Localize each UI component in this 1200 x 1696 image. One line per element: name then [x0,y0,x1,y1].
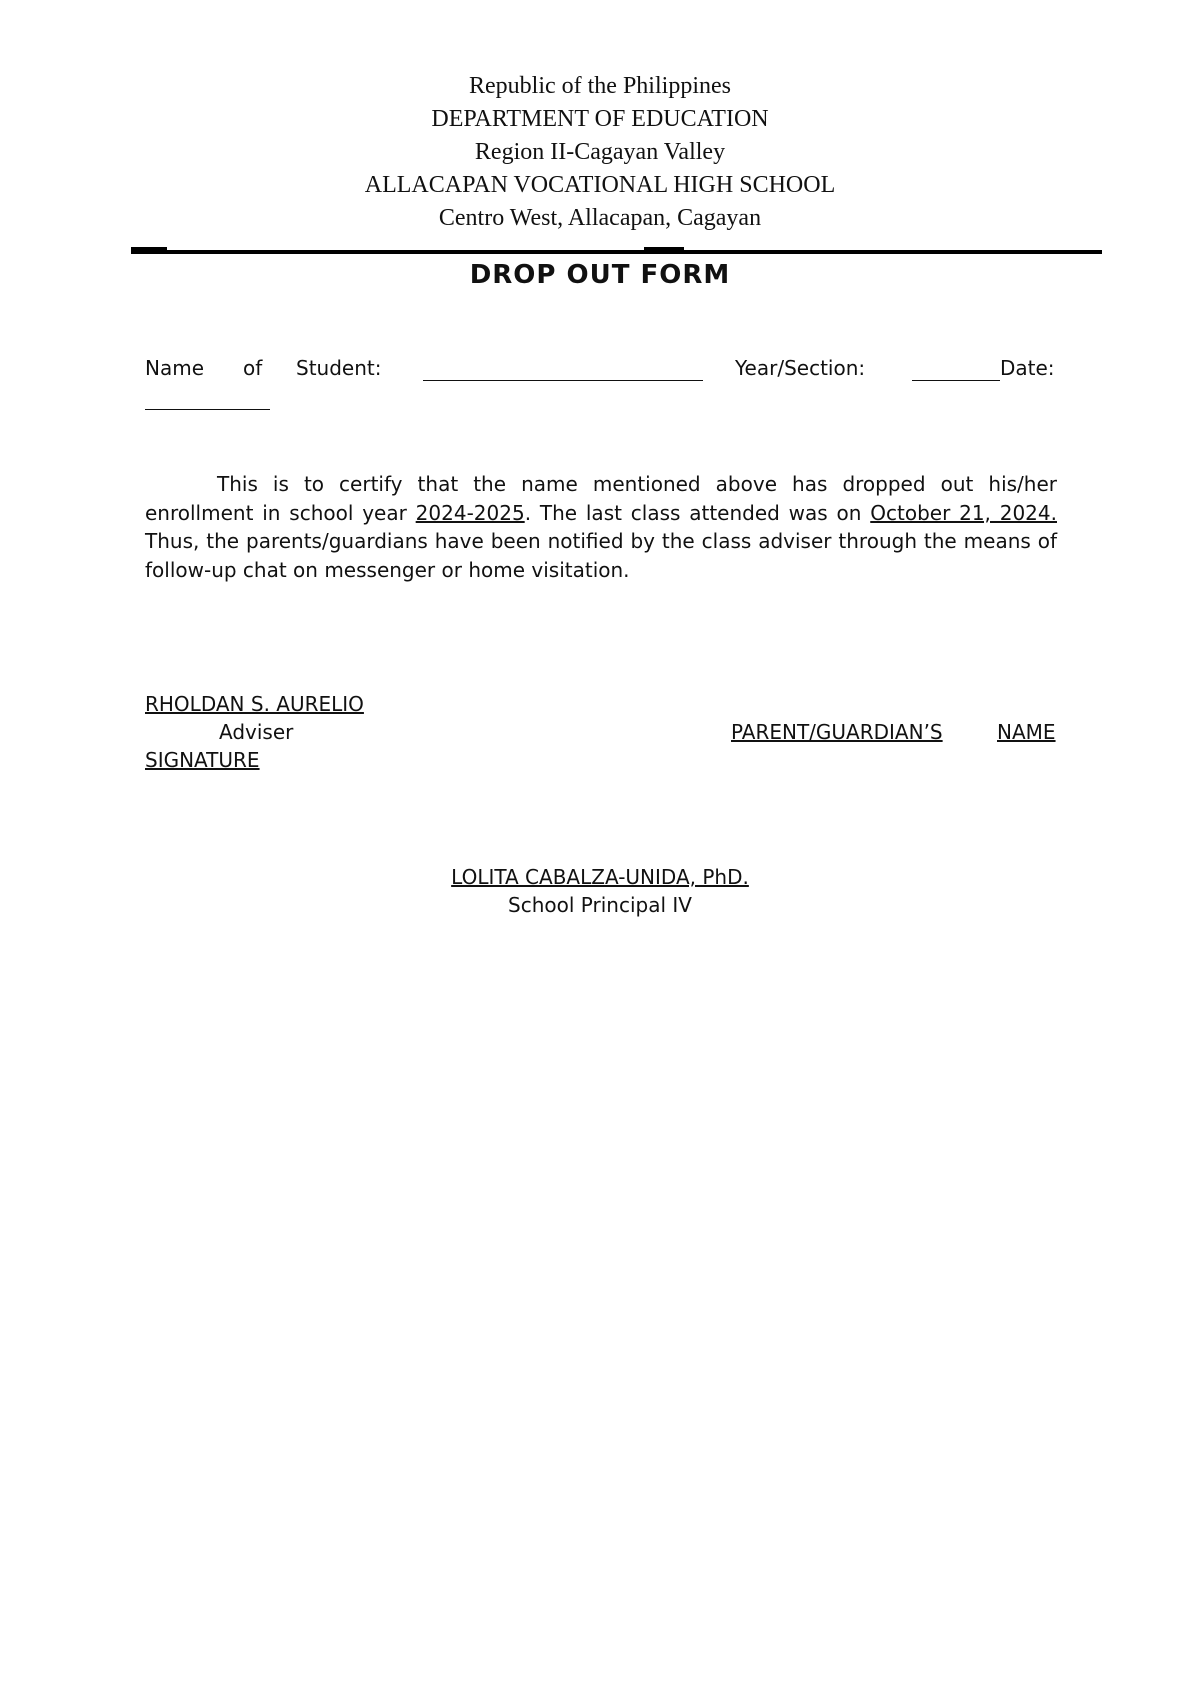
principal-title: School Principal IV [508,893,692,917]
header-rule [131,250,1102,254]
date-blank[interactable] [145,409,270,410]
principal-name-text: LOLITA CABALZA-UNIDA, PhD. [451,865,749,889]
date-label: Date: [1000,356,1055,380]
form-title: DROP OUT FORM [469,260,731,290]
letterhead-school: ALLACAPAN VOCATIONAL HIGH SCHOOL [364,172,836,198]
parent-label-part-2 [997,719,1056,745]
student-name-blank[interactable] [423,380,703,381]
certification-text-3: Thus, the parents/guardians have been notified by the class adviser through the means of follow-up chat on messenger or home visitation. [145,529,1057,582]
parent-label-part-1-text: PARENT/GUARDIAN’S [731,720,943,744]
name-label-word-3: Student: [296,356,382,380]
parent-label-part-1 [731,719,943,745]
certification-text-1: This is to certify that the name mentioned above has dropped out his/her enrollment in school year [145,472,1057,525]
school-year: 2024-2025 [415,500,525,525]
principal-name [0,864,1200,890]
adviser-name [145,691,364,717]
parent-signature-label [145,747,260,773]
adviser-name-text: RHOLDAN S. AURELIO [145,692,364,716]
parent-label-part-2-text: NAME [997,720,1056,744]
letterhead-department: DEPARTMENT OF EDUCATION [431,106,769,132]
name-label-word-2: of [243,356,263,380]
adviser-title: Adviser [219,720,294,744]
letterhead-republic: Republic of the Philippines [469,73,731,99]
year-section-blank[interactable] [912,380,1000,381]
last-class-date: October 21, 2024. [870,500,1057,525]
letterhead-region: Region II-Cagayan Valley [474,139,726,165]
certification-text-2: . The last class attended was on [524,500,871,525]
parent-signature-label-text: SIGNATURE [145,748,260,772]
letterhead-address: Centro West, Allacapan, Cagayan [438,205,762,231]
letterhead [0,70,1200,235]
name-label-word-1: Name [145,356,205,380]
certification-paragraph [145,470,1057,584]
year-section-label: Year/Section: [735,356,866,380]
